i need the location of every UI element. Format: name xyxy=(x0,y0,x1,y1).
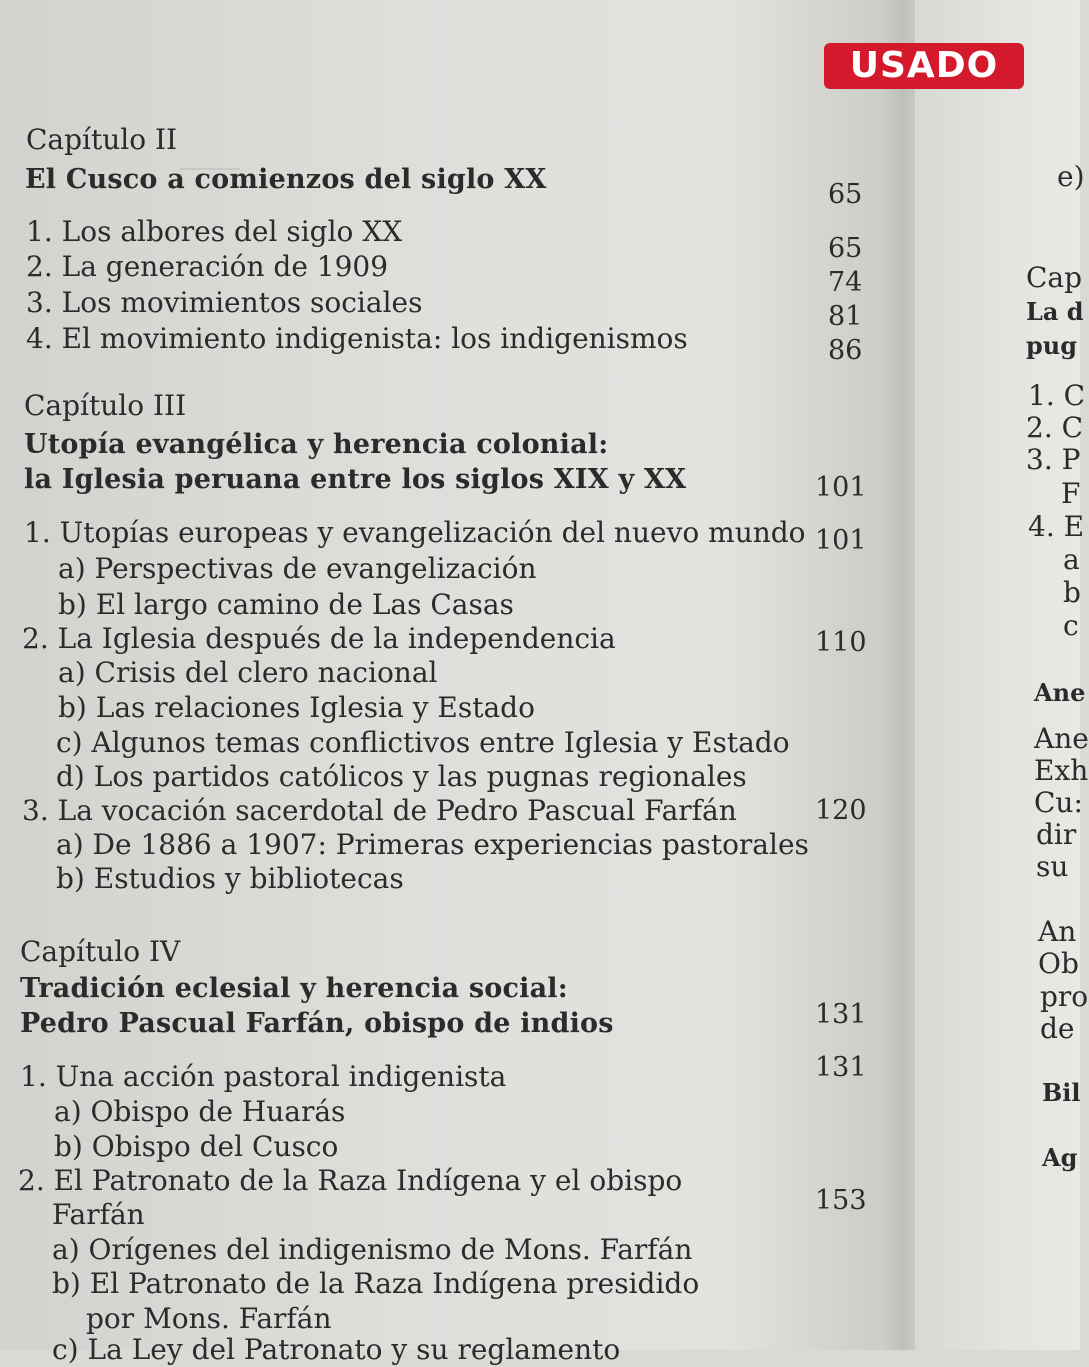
used-badge: USADO xyxy=(824,43,1024,89)
chapter-label: Capítulo II xyxy=(26,123,178,156)
toc-subitem: b) El largo camino de Las Casas xyxy=(58,588,514,621)
toc-item-continuation: Farfán xyxy=(52,1198,145,1231)
toc-item: 1. Una acción pastoral indigenista xyxy=(20,1060,507,1093)
right-fragment: An xyxy=(1038,915,1077,948)
toc-item: 3. Los movimientos sociales xyxy=(26,286,423,319)
toc-subitem: a) De 1886 a 1907: Primeras experiencias pastorales xyxy=(56,828,809,861)
right-fragment: La d xyxy=(1026,297,1084,326)
chapter-title: la Iglesia peruana entre los siglos XIX y XX xyxy=(24,464,687,495)
toc-item: 2. La generación de 1909 xyxy=(26,250,389,283)
toc-item: 3. La vocación sacerdotal de Pedro Pascual Farfán xyxy=(22,794,737,827)
right-fragment: pro xyxy=(1040,980,1089,1013)
right-fragment: 1. C xyxy=(1028,379,1086,412)
right-fragment: 4. E xyxy=(1028,510,1085,543)
right-fragment: F xyxy=(1061,477,1081,510)
right-fragment: a xyxy=(1063,543,1080,576)
toc-subitem: b) Las relaciones Iglesia y Estado xyxy=(58,691,535,724)
right-fragment: Cap xyxy=(1026,261,1083,294)
right-fragment: Ane xyxy=(1034,722,1089,755)
toc-page: 86 xyxy=(828,335,863,366)
right-fragment: Bil xyxy=(1042,1078,1081,1107)
toc-page: 74 xyxy=(828,267,863,298)
right-fragment: c xyxy=(1063,609,1079,642)
toc-page: 131 xyxy=(815,1052,867,1083)
toc-subitem: a) Orígenes del indigenismo de Mons. Farfán xyxy=(52,1233,693,1266)
right-fragment: Ob xyxy=(1038,947,1079,980)
right-fragment: 2. C xyxy=(1026,411,1084,444)
toc-item: 1. Los albores del siglo XX xyxy=(26,215,403,248)
chapter-title: Utopía evangélica y herencia colonial: xyxy=(24,429,609,460)
toc-page: 110 xyxy=(815,627,867,658)
toc-subitem: a) Perspectivas de evangelización xyxy=(58,552,537,585)
toc-page: 153 xyxy=(815,1185,867,1216)
right-fragment: e) xyxy=(1057,160,1085,193)
toc-page: 120 xyxy=(815,795,867,826)
right-fragment: Exh xyxy=(1034,754,1089,787)
right-fragment: de xyxy=(1040,1012,1075,1045)
toc-subitem: a) Obispo de Huarás xyxy=(54,1095,346,1128)
chapter-page: 101 xyxy=(815,472,867,503)
toc-subitem: b) El Patronato de la Raza Indígena presidido xyxy=(52,1267,700,1300)
toc-subitem-continuation: por Mons. Farfán xyxy=(86,1302,332,1335)
right-fragment: Ane xyxy=(1034,678,1086,707)
toc-subitem: c) La Ley del Patronato y su reglamento xyxy=(52,1333,621,1366)
toc-subitem: d) Los partidos católicos y las pugnas regionales xyxy=(56,760,747,793)
right-fragment: Ag xyxy=(1042,1143,1078,1172)
right-fragment: dir xyxy=(1036,818,1077,851)
toc-page: 101 xyxy=(815,525,867,556)
right-fragment: pug xyxy=(1026,331,1078,360)
right-fragment: su xyxy=(1036,850,1069,883)
right-fragment: Cu: xyxy=(1034,786,1083,819)
toc-subitem: c) Algunos temas conflictivos entre Iglesia y Estado xyxy=(56,726,790,759)
toc-page: 65 xyxy=(828,233,863,264)
toc-subitem: a) Crisis del clero nacional xyxy=(58,656,438,689)
chapter-page: 65 xyxy=(828,179,863,210)
toc-item: 1. Utopías europeas y evangelización del nuevo mundo xyxy=(24,516,806,549)
toc-item: 2. La Iglesia después de la independencia xyxy=(22,622,616,655)
right-fragment: b xyxy=(1063,576,1081,609)
chapter-title: Pedro Pascual Farfán, obispo de indios xyxy=(20,1008,614,1039)
chapter-label: Capítulo III xyxy=(24,389,187,422)
toc-page: 81 xyxy=(828,301,863,332)
toc-subitem: b) Obispo del Cusco xyxy=(54,1130,339,1163)
toc-subitem: b) Estudios y bibliotecas xyxy=(56,862,404,895)
toc-item: 2. El Patronato de la Raza Indígena y el obispo xyxy=(18,1164,683,1197)
right-fragment: 3. P xyxy=(1026,443,1081,476)
chapter-title: El Cusco a comienzos del siglo XX xyxy=(25,164,547,195)
toc-item: 4. El movimiento indigenista: los indigenismos xyxy=(26,322,688,355)
chapter-title: Tradición eclesial y herencia social: xyxy=(20,973,568,1004)
chapter-page: 131 xyxy=(815,999,867,1030)
chapter-label: Capítulo IV xyxy=(20,935,181,968)
